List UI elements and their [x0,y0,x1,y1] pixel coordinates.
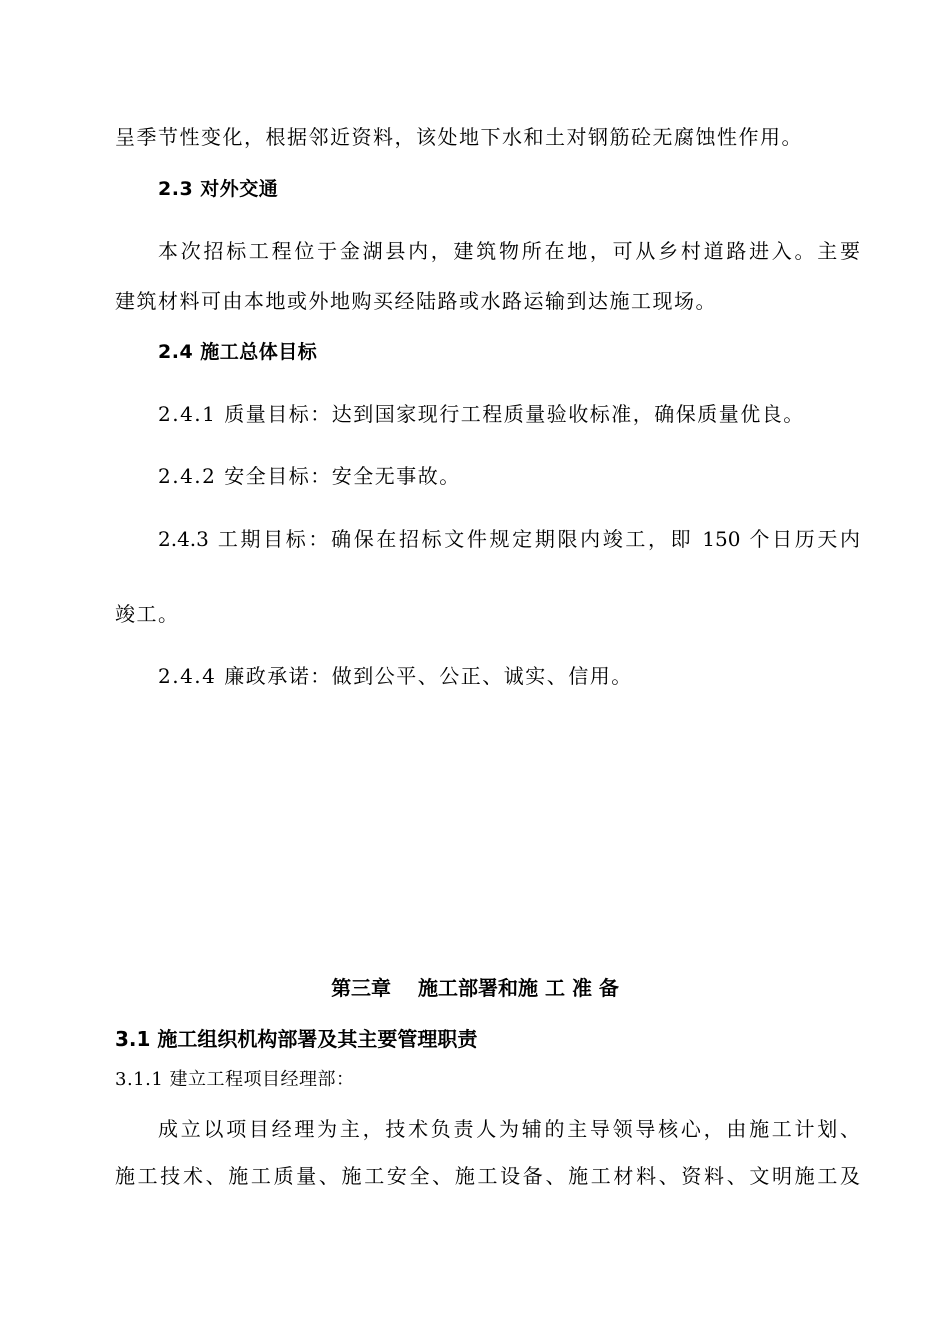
section-heading-2-4: 2.4 施工总体目标 [158,341,318,363]
goal-item-integrity: 2.4.4 廉政承诺：做到公平、公正、诚实、信用。 [158,664,633,688]
chapter-title: 第三章 施工部署和施 工 准 备 [331,976,619,1000]
body-text-line: 呈季节性变化，根据邻近资料，该处地下水和土对钢筋砼无腐蚀性作用。 [115,125,803,149]
body-text-line: 建筑材料可由本地或外地购买经陆路或水路运输到达施工现场。 [115,289,717,313]
section-heading-2-3: 2.3 对外交通 [158,178,279,200]
subsection-heading-3-1-1: 3.1.1 建立工程项目经理部： [115,1069,355,1090]
body-text-line: 本次招标工程位于金湖县内，建筑物所在地，可从乡村道路进入。主要 [158,239,860,263]
goal-item-schedule: 2.4.3 工期目标：确保在招标文件规定期限内竣工，即 150 个日历天内 [158,527,860,551]
body-text-line: 施工技术、施工质量、施工安全、施工设备、施工材料、资料、文明施工及 [115,1164,860,1188]
body-text-line: 成立以项目经理为主，技术负责人为辅的主导领导核心，由施工计划、 [158,1117,860,1141]
goal-item-safety: 2.4.2 安全目标：安全无事故。 [158,464,461,488]
section-heading-3-1: 3.1 施工组织机构部署及其主要管理职责 [115,1027,478,1051]
goal-item-quality: 2.4.1 质量目标：达到国家现行工程质量验收标准，确保质量优良。 [158,402,805,426]
goal-item-schedule-cont: 竣工。 [115,602,180,626]
